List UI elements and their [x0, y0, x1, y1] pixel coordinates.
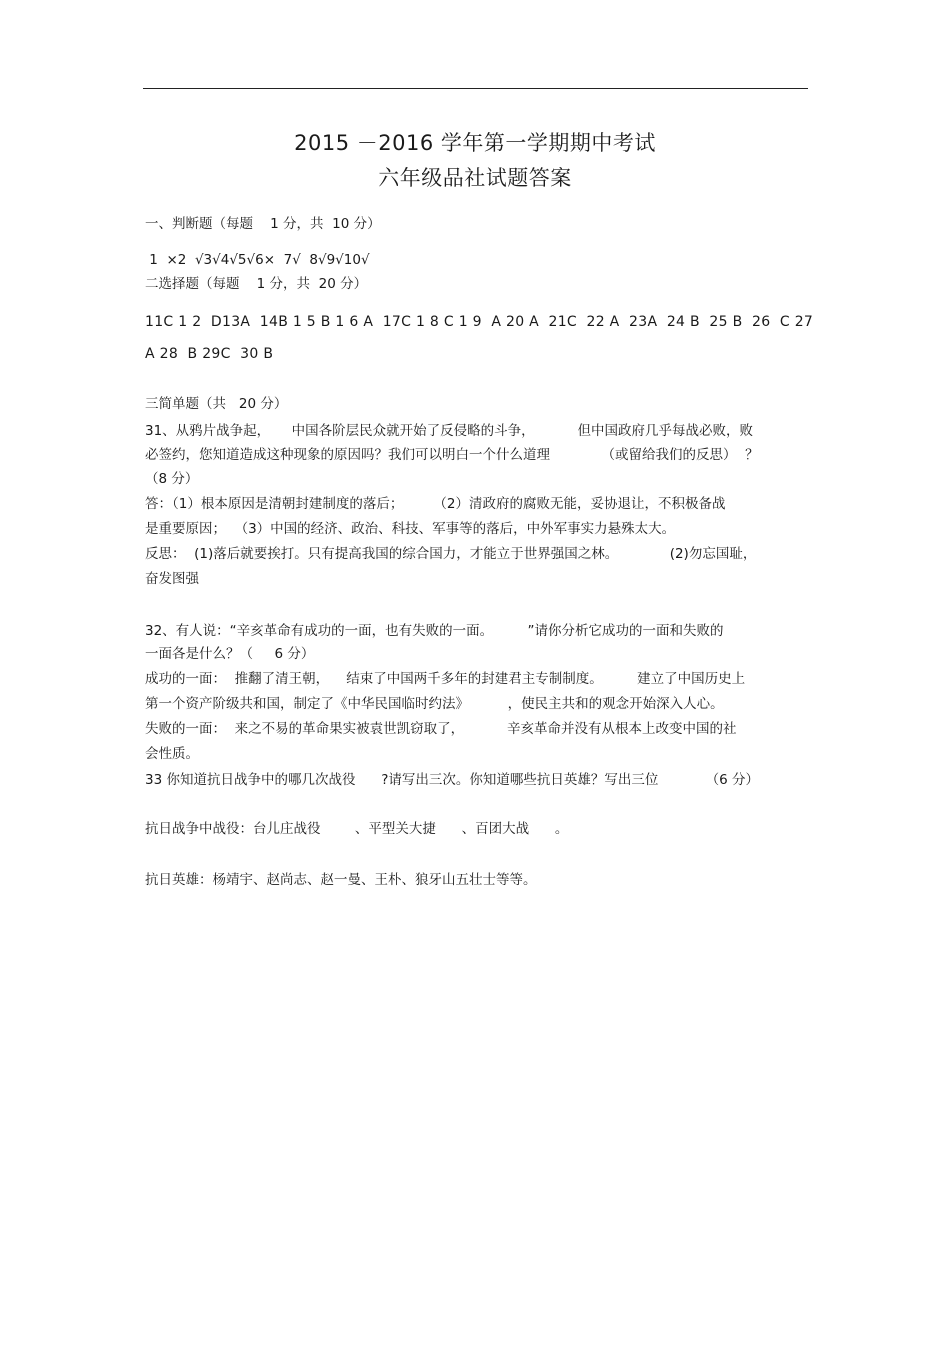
q32-question-line2: 一面各是什么？（ 6 分） [145, 646, 315, 662]
q32-answer-line3: 失败的一面： 来之不易的革命果实被袁世凯窃取了， 辛亥革命并没有从根本上改变中国的社 [145, 721, 737, 737]
section2-answers-line2: A 28 B 29C 30 B [145, 346, 274, 362]
section1-answers: 1 ×2 √3√4√5√6× 7√ 8√9√10√ [145, 252, 370, 268]
q31-answer-line1: 答：（1）根本原因是清朝封建制度的落后； （2）清政府的腐败无能，妥协退让，不积极备战 [145, 496, 726, 512]
q33-answer-heroes: 抗日英雄：杨靖宇、赵尚志、赵一曼、王朴、狼牙山五壮士等等。 [145, 872, 537, 888]
section2-answers-line1: 11C 1 2 D13A 14B 1 5 B 1 6 A 17C 1 8 C 1 9 A 20 A 21C 22 A 23A 24 B 25 B 26 C 27 [145, 314, 814, 330]
header-rule [143, 88, 808, 89]
section2-heading: 二选择题（每题 1 分，共 20 分） [145, 276, 368, 292]
page-title: 2015 －2016 学年第一学期期中考试 [294, 131, 656, 155]
q31-reflection-line1: 反思： (1)落后就要挨打。只有提高我国的综合国力，才能立于世界强国之林。 (2)勿忘国耻， [145, 546, 757, 562]
q31-question-line2: 必签约，您知道造成这种现象的原因吗？我们可以明白一个什么道理 （或留给我们的反思） ？ [145, 447, 759, 463]
q31-question-line1: 31、从鸦片战争起， 中国各阶层民众就开始了反侵略的斗争， 但中国政府几乎每战必败，败 [145, 423, 754, 439]
q32-answer-line2: 第一个资产阶级共和国，制定了《中华民国临时约法》 ，使民主共和的观念开始深入人心。 [145, 696, 724, 712]
q31-question-line3: （8 分） [145, 471, 199, 487]
q33-answer-battles: 抗日战争中战役：台儿庄战役 、平型关大捷 、百团大战 。 [145, 821, 569, 837]
q32-answer-line1: 成功的一面： 推翻了清王朝， 结束了中国两千多年的封建君主专制制度。 建立了中国历史上 [145, 671, 746, 687]
q33-question: 33 你知道抗日战争中的哪几次战役 ?请写出三次。你知道哪些抗日英雄？写出三位 （6 分） [145, 772, 759, 788]
section1-heading: 一、判断题（每题 1 分，共 10 分） [145, 216, 381, 232]
q32-answer-line4: 会性质。 [145, 746, 199, 762]
section3-heading: 三简单题（共 20 分） [145, 396, 288, 412]
page-subtitle: 六年级品社试题答案 [378, 166, 572, 190]
q31-answer-line2: 是重要原因； （3）中国的经济、政治、科技、军事等的落后，中外军事实力悬殊太大。 [145, 521, 676, 537]
q32-question-line1: 32、有人说：“辛亥革命有成功的一面，也有失败的一面。 ”请你分析它成功的一面和失败的 [145, 623, 724, 639]
q31-reflection-line2: 奋发图强 [145, 571, 199, 587]
